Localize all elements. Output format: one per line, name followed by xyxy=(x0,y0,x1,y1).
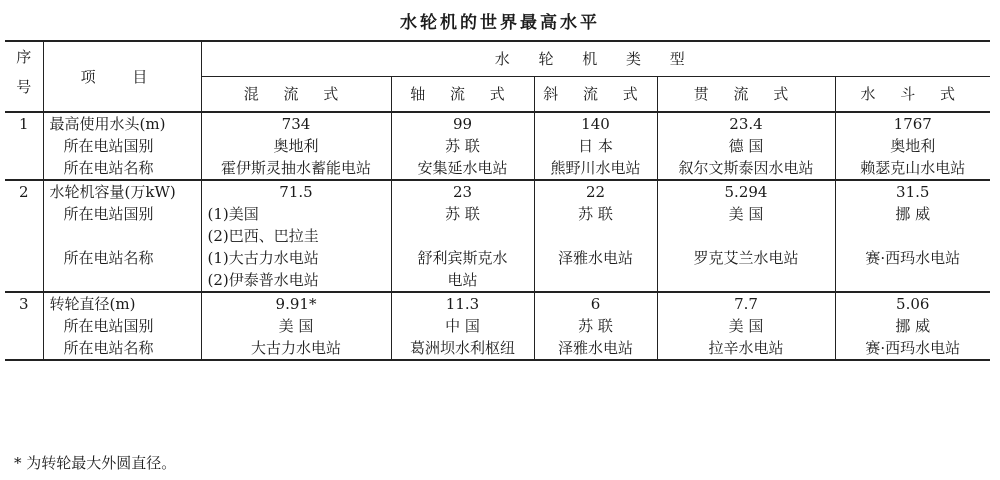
cell-francis: 734 奥地利 霍伊斯灵抽水蓄能电站 xyxy=(201,112,391,180)
row-seq: 3 xyxy=(18,295,29,313)
cell-diagonal: 140 日 本 熊野川水电站 xyxy=(534,112,657,180)
cell-bulb: 5.294 美 国 罗克艾兰水电站 xyxy=(657,180,835,292)
cell-francis: 9.91* 美 国 大古力水电站 xyxy=(201,292,391,360)
cell-diagonal: 22 苏 联 泽雅水电站 xyxy=(534,180,657,292)
header-type-diagonal: 斜 流 式 xyxy=(534,77,657,113)
cell-kaplan: 11.3 中 国 葛洲坝水利枢纽 xyxy=(391,292,534,360)
header-item: 项 目 xyxy=(43,41,201,112)
header-seq-line1: 序 xyxy=(16,48,32,66)
cell-francis: 71.5 (1)美国 (2)巴西、巴拉圭 (1)大古力水电站 (2)伊泰普水电站 xyxy=(201,180,391,292)
row-labels: 转轮直径(m) 所在电站国别 所在电站名称 xyxy=(43,292,201,360)
row-labels: 水轮机容量(万kW) 所在电站国别 所在电站名称 xyxy=(43,180,201,292)
table-row xyxy=(5,180,990,292)
row-seq: 1 xyxy=(18,115,29,133)
row-labels: 最高使用水头(m) 所在电站国别 所在电站名称 xyxy=(43,112,201,180)
table-title: 水轮机的世界最高水平 xyxy=(400,13,600,33)
cell-pelton: 1767 奥地利 赖瑟克山水电站 xyxy=(835,112,990,180)
table-row xyxy=(5,112,990,180)
cell-bulb: 23.4 德 国 叙尔文斯泰因水电站 xyxy=(657,112,835,180)
cell-bulb: 7.7 美 国 拉辛水电站 xyxy=(657,292,835,360)
cell-diagonal: 6 苏 联 泽雅水电站 xyxy=(534,292,657,360)
cell-pelton: 5.06 挪 威 赛·西玛水电站 xyxy=(835,292,990,360)
turbine-records-table xyxy=(5,40,990,361)
header-type-group: 水 轮 机 类 型 xyxy=(201,41,990,77)
footnote: * 为转轮最大外圆直径。 xyxy=(14,454,177,472)
cell-pelton: 31.5 挪 威 赛·西玛水电站 xyxy=(835,180,990,292)
header-type-bulb: 贯 流 式 xyxy=(657,77,835,113)
cell-kaplan: 23 苏 联 舒利宾斯克水 电站 xyxy=(391,180,534,292)
header-type-pelton: 水 斗 式 xyxy=(835,77,990,113)
cell-kaplan: 99 苏 联 安集延水电站 xyxy=(391,112,534,180)
table-row xyxy=(5,292,990,360)
row-seq: 2 xyxy=(18,183,29,201)
header-type-kaplan: 轴 流 式 xyxy=(391,77,534,113)
header-seq xyxy=(5,41,43,112)
header-seq-line2: 号 xyxy=(16,78,32,96)
header-type-francis: 混 流 式 xyxy=(201,77,391,113)
